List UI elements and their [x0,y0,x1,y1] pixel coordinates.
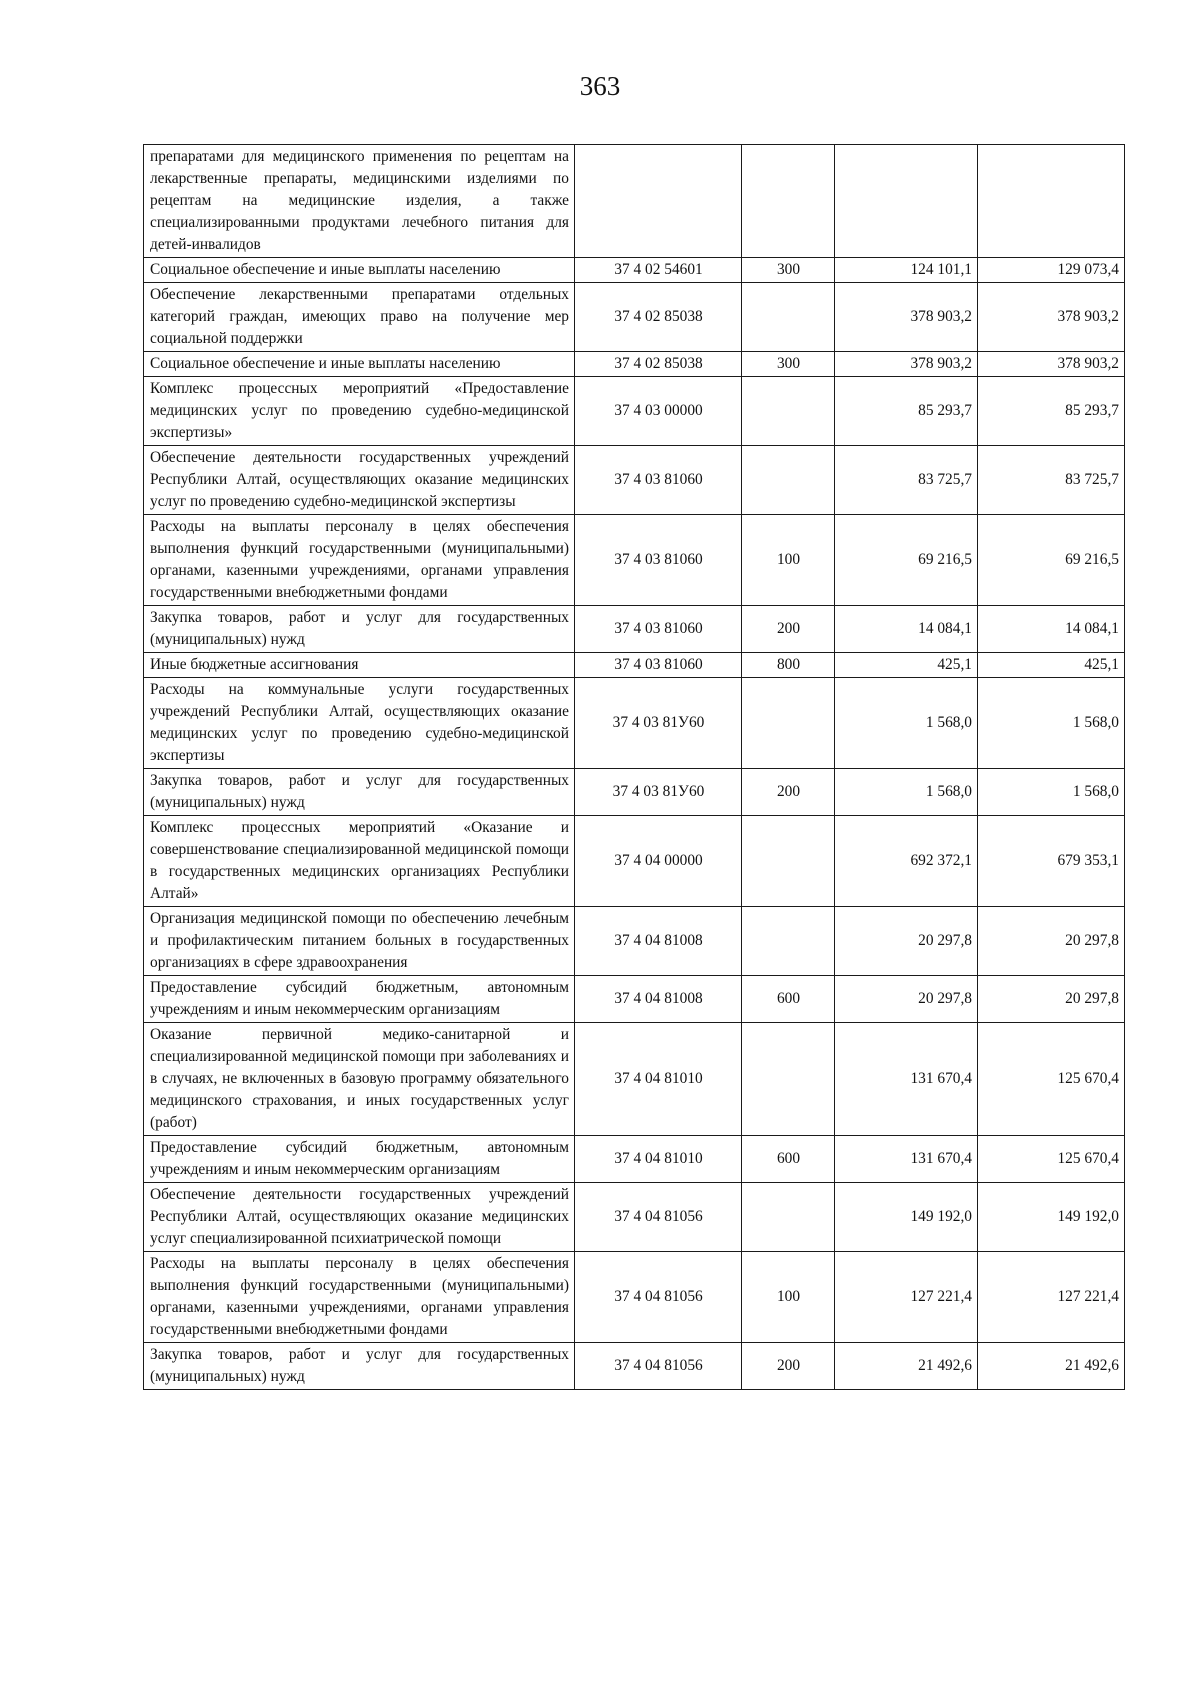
row-name-cell: Комплекс процессных мероприятий «Оказание и совершенствование специализированной медицинской помощи в государственных медицинских организациях Республики Алтай» [144,816,575,907]
row-amount-year1-cell: 124 101,1 [835,258,978,283]
table-row [144,606,1125,653]
row-expense-type-cell: 300 [742,352,835,377]
row-code-cell: 37 4 03 81060 [575,653,742,678]
row-name-cell: Предоставление субсидий бюджетным, автономным учреждениям и иным некоммерческим организациям [144,976,575,1023]
row-amount-year2-cell: 125 670,4 [978,1136,1125,1183]
row-code-cell: 37 4 03 81060 [575,515,742,606]
table-row [144,515,1125,606]
row-expense-type-cell: 200 [742,769,835,816]
row-amount-year1-cell [835,145,978,258]
row-code-cell: 37 4 03 81У60 [575,678,742,769]
row-amount-year2-cell: 85 293,7 [978,377,1125,446]
row-amount-year2-cell: 20 297,8 [978,907,1125,976]
row-name-cell: Комплекс процессных мероприятий «Предоставление медицинских услуг по проведению судебно-медицинской экспертизы» [144,377,575,446]
row-amount-year2-cell: 127 221,4 [978,1252,1125,1343]
row-name-cell: Социальное обеспечение и иные выплаты населению [144,258,575,283]
row-amount-year1-cell: 1 568,0 [835,769,978,816]
row-amount-year2-cell: 69 216,5 [978,515,1125,606]
row-name-cell: Иные бюджетные ассигнования [144,653,575,678]
row-name-cell: Обеспечение деятельности государственных учреждений Республики Алтай, осуществляющих оказание медицинских услуг по проведению судебно-медицинской экспертизы [144,446,575,515]
row-expense-type-cell [742,377,835,446]
row-expense-type-cell: 200 [742,1343,835,1390]
row-amount-year1-cell: 20 297,8 [835,976,978,1023]
row-amount-year2-cell: 20 297,8 [978,976,1125,1023]
table-row [144,1343,1125,1390]
row-amount-year2-cell: 1 568,0 [978,678,1125,769]
row-amount-year2-cell: 1 568,0 [978,769,1125,816]
row-expense-type-cell: 800 [742,653,835,678]
row-amount-year2-cell: 149 192,0 [978,1183,1125,1252]
table-row [144,907,1125,976]
row-expense-type-cell [742,1023,835,1136]
row-code-cell: 37 4 04 81056 [575,1183,742,1252]
row-name-cell: Закупка товаров, работ и услуг для государственных (муниципальных) нужд [144,769,575,816]
row-amount-year2-cell: 378 903,2 [978,352,1125,377]
table-row [144,976,1125,1023]
row-code-cell: 37 4 02 54601 [575,258,742,283]
row-amount-year1-cell: 378 903,2 [835,352,978,377]
budget-table-body [144,145,1125,1390]
row-code-cell: 37 4 04 81008 [575,907,742,976]
row-code-cell: 37 4 02 85038 [575,283,742,352]
table-row [144,145,1125,258]
table-row [144,283,1125,352]
row-expense-type-cell [742,678,835,769]
row-expense-type-cell: 100 [742,1252,835,1343]
row-amount-year2-cell [978,145,1125,258]
row-amount-year1-cell: 131 670,4 [835,1136,978,1183]
row-code-cell: 37 4 03 00000 [575,377,742,446]
row-amount-year2-cell: 378 903,2 [978,283,1125,352]
table-row [144,1183,1125,1252]
row-name-cell: Расходы на коммунальные услуги государственных учреждений Республики Алтай, осуществляющих оказание медицинских услуг по проведению судебно-медицинской экспертизы [144,678,575,769]
row-expense-type-cell [742,907,835,976]
table-row [144,816,1125,907]
table-row [144,377,1125,446]
row-expense-type-cell [742,446,835,515]
row-code-cell: 37 4 04 81010 [575,1136,742,1183]
row-amount-year2-cell: 83 725,7 [978,446,1125,515]
row-expense-type-cell: 200 [742,606,835,653]
row-code-cell: 37 4 03 81060 [575,446,742,515]
table-row [144,446,1125,515]
row-code-cell: 37 4 04 81056 [575,1343,742,1390]
table-row [144,258,1125,283]
row-amount-year2-cell: 21 492,6 [978,1343,1125,1390]
row-amount-year2-cell: 425,1 [978,653,1125,678]
row-name-cell: препаратами для медицинского применения по рецептам на лекарственные препараты, медицинскими изделиями по рецептам на медицинские изделия, а также специализированными продуктами лечебного питания для детей-инвалидов [144,145,575,258]
row-expense-type-cell [742,816,835,907]
row-amount-year1-cell: 692 372,1 [835,816,978,907]
row-amount-year1-cell: 131 670,4 [835,1023,978,1136]
row-amount-year1-cell: 425,1 [835,653,978,678]
row-name-cell: Расходы на выплаты персоналу в целях обеспечения выполнения функций государственными (муниципальными) органами, казенными учреждениями, органами управления государственными внебюджетными фондами [144,1252,575,1343]
table-row [144,352,1125,377]
row-amount-year1-cell: 20 297,8 [835,907,978,976]
row-expense-type-cell: 600 [742,1136,835,1183]
row-name-cell: Обеспечение деятельности государственных учреждений Республики Алтай, осуществляющих оказание медицинских услуг специализированной психиатрической помощи [144,1183,575,1252]
row-expense-type-cell: 600 [742,976,835,1023]
row-code-cell: 37 4 04 81008 [575,976,742,1023]
row-amount-year2-cell: 125 670,4 [978,1023,1125,1136]
row-name-cell: Закупка товаров, работ и услуг для государственных (муниципальных) нужд [144,606,575,653]
page-number: 363 [579,71,621,101]
row-amount-year2-cell: 14 084,1 [978,606,1125,653]
row-name-cell: Предоставление субсидий бюджетным, автономным учреждениям и иным некоммерческим организациям [144,1136,575,1183]
row-code-cell: 37 4 04 81056 [575,1252,742,1343]
row-name-cell: Обеспечение лекарственными препаратами отдельных категорий граждан, имеющих право на получение мер социальной поддержки [144,283,575,352]
budget-table [143,144,1125,1390]
row-amount-year1-cell: 127 221,4 [835,1252,978,1343]
table-row [144,1136,1125,1183]
row-name-cell: Расходы на выплаты персоналу в целях обеспечения выполнения функций государственными (муниципальными) органами, казенными учреждениями, органами управления государственными внебюджетными фондами [144,515,575,606]
row-amount-year1-cell: 83 725,7 [835,446,978,515]
row-name-cell: Организация медицинской помощи по обеспечению лечебным и профилактическим питанием больных в государственных организациях в сфере здравоохранения [144,907,575,976]
table-row [144,1023,1125,1136]
row-code-cell: 37 4 03 81060 [575,606,742,653]
row-expense-type-cell [742,1183,835,1252]
row-code-cell: 37 4 04 81010 [575,1023,742,1136]
row-expense-type-cell: 300 [742,258,835,283]
row-expense-type-cell [742,145,835,258]
row-name-cell: Социальное обеспечение и иные выплаты населению [144,352,575,377]
row-code-cell [575,145,742,258]
row-code-cell: 37 4 03 81У60 [575,769,742,816]
row-amount-year1-cell: 21 492,6 [835,1343,978,1390]
table-row [144,769,1125,816]
row-amount-year1-cell: 378 903,2 [835,283,978,352]
row-amount-year1-cell: 1 568,0 [835,678,978,769]
row-amount-year1-cell: 69 216,5 [835,515,978,606]
table-row [144,653,1125,678]
row-code-cell: 37 4 02 85038 [575,352,742,377]
table-row [144,1252,1125,1343]
row-expense-type-cell [742,283,835,352]
row-name-cell: Закупка товаров, работ и услуг для государственных (муниципальных) нужд [144,1343,575,1390]
row-expense-type-cell: 100 [742,515,835,606]
table-row [144,678,1125,769]
row-name-cell: Оказание первичной медико-санитарной и специализированной медицинской помощи при заболеваниях и в случаях, не включенных в базовую программу обязательного медицинского страхования, и иных государственных услуг (работ) [144,1023,575,1136]
row-amount-year1-cell: 85 293,7 [835,377,978,446]
row-amount-year1-cell: 149 192,0 [835,1183,978,1252]
row-code-cell: 37 4 04 00000 [575,816,742,907]
row-amount-year1-cell: 14 084,1 [835,606,978,653]
row-amount-year2-cell: 129 073,4 [978,258,1125,283]
row-amount-year2-cell: 679 353,1 [978,816,1125,907]
